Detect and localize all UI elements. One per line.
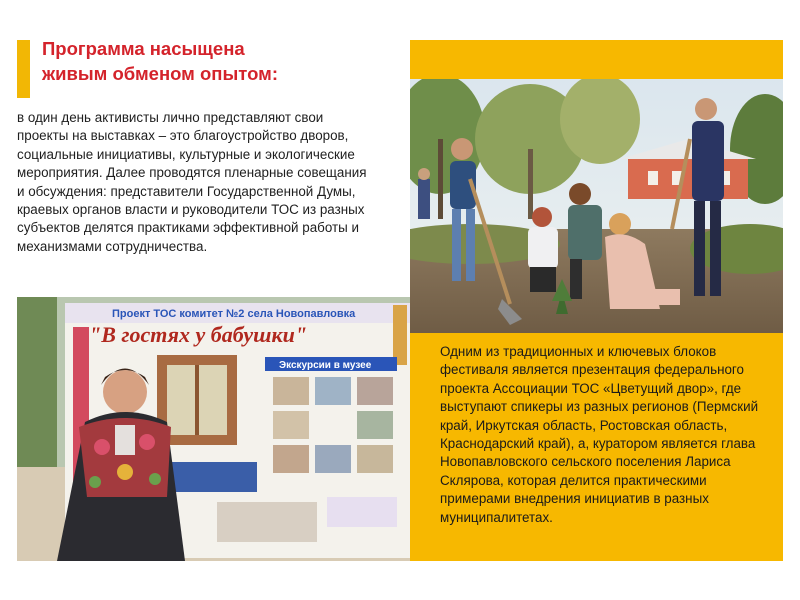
tree-planting-photo <box>410 79 783 333</box>
museum-exhibition-photo <box>17 297 410 561</box>
poster-title: "В гостях у бабушки" <box>89 322 308 347</box>
section-heading <box>42 36 362 86</box>
heading-line-2: живым обменом опытом: <box>42 63 278 84</box>
highlight-paragraph: Одним из традиционных и ключевых блоков фестиваля является презентация федерального проекта Ассоциации ТОС «Цветущий двор», где выступают спикеры из разных регионов (Пермский край, Иркутская область, Ростовская область, Краснодарский край), а, куратором является глава Новопавловского сельского поселения Лариса Склярова, которая делится практическими примерами внедрения инициатив в разных муниципалитетах. <box>440 344 759 525</box>
poster-header: Проект ТОС комитет №2 села Новопавловка <box>112 308 356 320</box>
heading-accent-bar <box>17 40 30 98</box>
poster-tour-label: Экскурсии в музее <box>279 360 372 371</box>
top-yellow-band <box>410 40 783 79</box>
intro-paragraph: в один день активисты лично представляют свои проекты на выставках – это благоустройство дворов, социальные инициативы, культурные и экологические мероприятия. Далее проводятся пленарные совещания и обсуждения: представители Государственной Думы, краевых органов власти и руководители ТОС из разных субъектов делятся практиками эффективной работы и механизмами сотрудничества. <box>17 110 367 254</box>
heading-line-1: Программа насыщена <box>42 38 245 59</box>
